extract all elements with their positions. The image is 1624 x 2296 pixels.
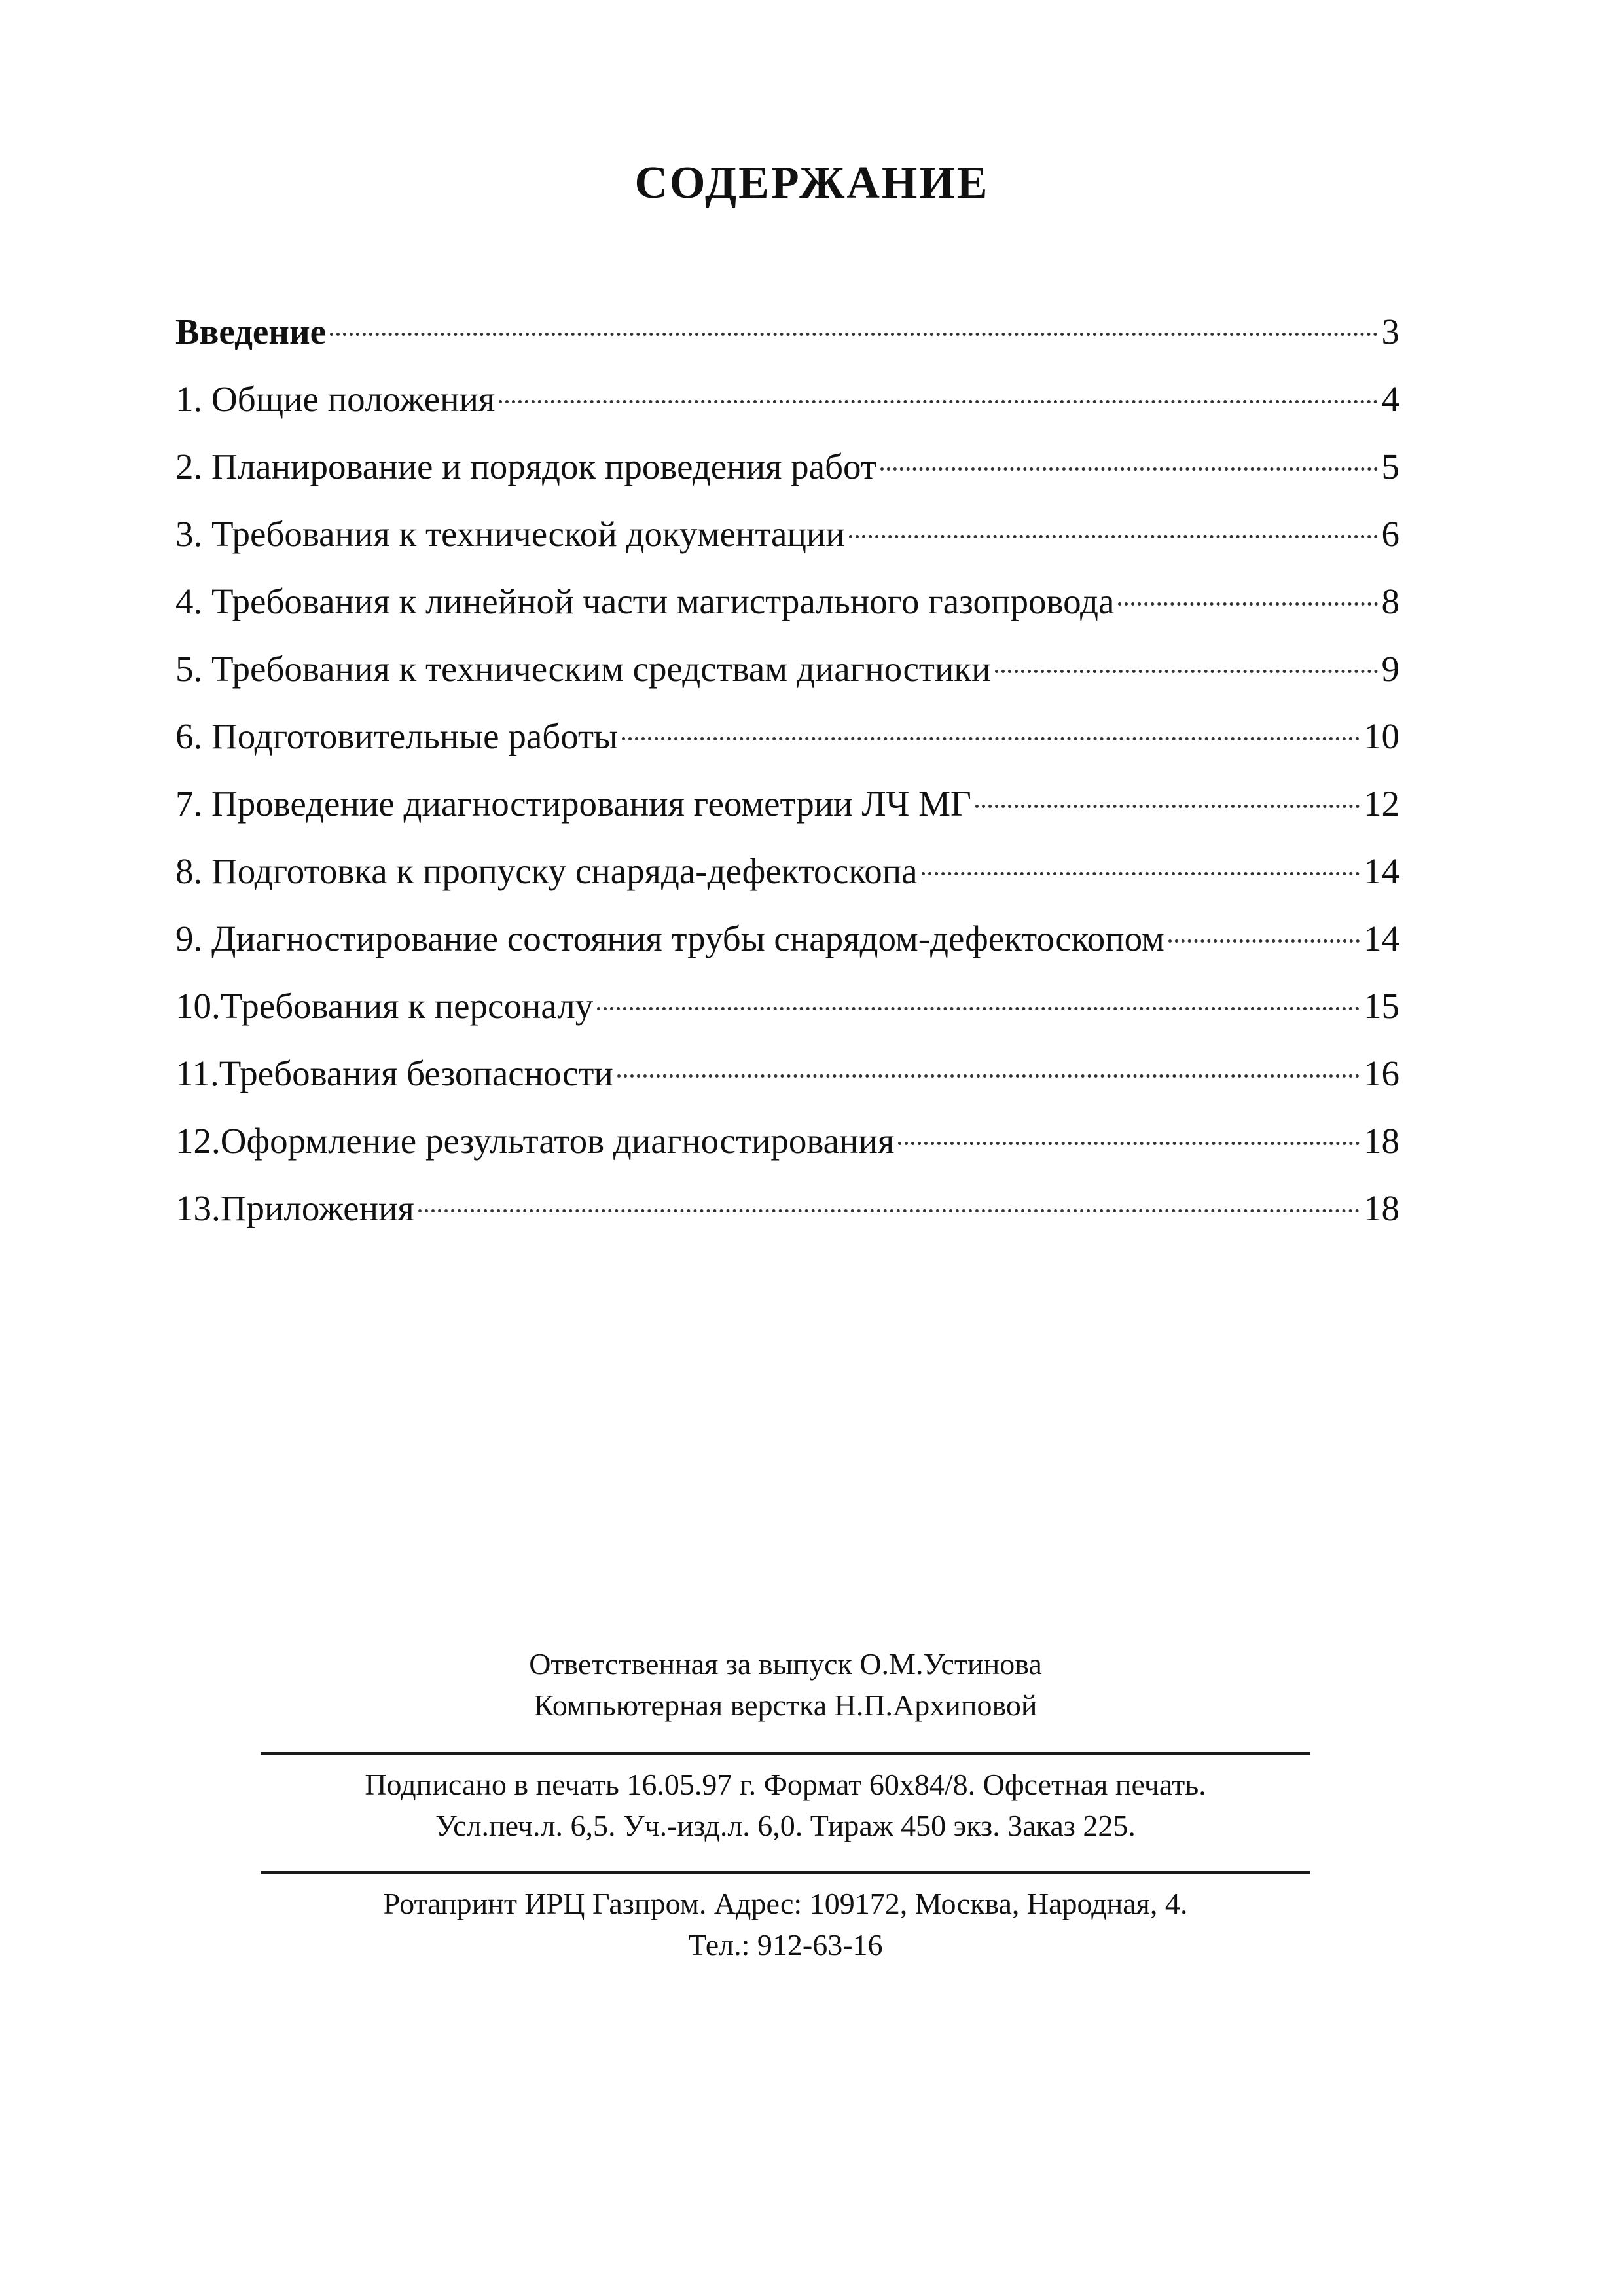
- toc-entry-label: 6. Подготовительные работы: [175, 716, 618, 756]
- imprint-block: [261, 1643, 1310, 1965]
- toc-entry-label: 12.Оформление результатов диагностирования: [175, 1121, 895, 1161]
- toc-entry-page: 4: [1381, 379, 1399, 419]
- toc-entry-label: 5. Требования к техническим средствам диагностики: [175, 649, 991, 689]
- toc-entry-page: 8: [1381, 581, 1399, 621]
- page-title: СОДЕРЖАНИЕ: [634, 158, 990, 208]
- toc-dot-leader: [499, 400, 1377, 403]
- toc-entry-page: 18: [1363, 1188, 1399, 1228]
- toc-entry-10[interactable]: [175, 972, 1399, 1040]
- toc-entry-page: 5: [1381, 446, 1399, 486]
- toc-entry-label: 4. Требования к линейной части магистрального газопровода: [175, 581, 1115, 621]
- imprint-printer: Ротапринт ИРЦ Газпром. Адрес: 109172, Москва, Народная, 4.: [383, 1887, 1188, 1920]
- toc-dot-leader: [330, 333, 1377, 336]
- imprint-print-line-1: Подписано в печать 16.05.97 г. Формат 60x84/8. Офсетная печать.: [365, 1768, 1206, 1801]
- toc-dot-leader: [849, 535, 1378, 538]
- toc-entry-5[interactable]: [175, 635, 1399, 702]
- toc-entry-label: 8. Подготовка к пропуску снаряда-дефектоскопа: [175, 851, 918, 891]
- toc-dot-leader: [1118, 602, 1377, 606]
- imprint-phone: Тел.: 912-63-16: [688, 1928, 883, 1961]
- toc-dot-leader: [922, 872, 1360, 875]
- toc-entry-page: 18: [1363, 1121, 1399, 1161]
- toc-entry-9[interactable]: [175, 905, 1399, 972]
- toc-entry-4[interactable]: [175, 568, 1399, 635]
- toc-entry-label: Введение: [175, 312, 327, 352]
- toc-dot-leader: [995, 670, 1378, 673]
- toc-entry-page: 12: [1363, 784, 1399, 824]
- toc-entry-introduction[interactable]: [175, 298, 1399, 365]
- toc-dot-leader: [622, 737, 1360, 740]
- divider: [261, 1752, 1310, 1755]
- toc-entry-page: 10: [1363, 716, 1399, 756]
- toc-dot-leader: [1168, 939, 1360, 943]
- toc-entry-11[interactable]: [175, 1040, 1399, 1107]
- toc-entry-6[interactable]: [175, 702, 1399, 770]
- toc-dot-leader: [975, 805, 1360, 808]
- toc-entry-label: 11.Требования безопасности: [175, 1053, 613, 1093]
- table-of-contents: [175, 298, 1399, 1242]
- toc-entry-label: 3. Требования к технической документации: [175, 514, 845, 554]
- toc-entry-7[interactable]: [175, 770, 1399, 837]
- toc-entry-page: 16: [1363, 1053, 1399, 1093]
- toc-dot-leader: [898, 1142, 1360, 1145]
- toc-entry-label: 1. Общие положения: [175, 379, 496, 419]
- toc-entry-page: 9: [1381, 649, 1399, 689]
- toc-dot-leader: [597, 1007, 1360, 1010]
- toc-entry-label: 10.Требования к персоналу: [175, 986, 594, 1026]
- toc-entry-12[interactable]: [175, 1107, 1399, 1175]
- toc-entry-1[interactable]: [175, 365, 1399, 433]
- toc-entry-label: 9. Диагностирование состояния трубы снарядом-дефектоскопом: [175, 919, 1164, 958]
- toc-dot-leader: [617, 1074, 1360, 1078]
- toc-entry-page: 6: [1381, 514, 1399, 554]
- toc-entry-8[interactable]: [175, 837, 1399, 905]
- imprint-layout: Компьютерная верстка Н.П.Архиповой: [533, 1688, 1038, 1722]
- toc-entry-label: 2. Планирование и порядок проведения работ: [175, 446, 876, 486]
- toc-entry-page: 3: [1381, 312, 1399, 352]
- toc-entry-2[interactable]: [175, 433, 1399, 500]
- imprint-print-line-2: Усл.печ.л. 6,5. Уч.-изд.л. 6,0. Тираж 450 экз. Заказ 225.: [435, 1809, 1136, 1842]
- toc-entry-3[interactable]: [175, 500, 1399, 568]
- toc-entry-13[interactable]: [175, 1175, 1399, 1242]
- toc-dot-leader: [418, 1209, 1360, 1212]
- toc-entry-label: 7. Проведение диагностирования геометрии ЛЧ МГ: [175, 784, 971, 824]
- toc-entry-page: 14: [1363, 919, 1399, 958]
- toc-entry-page: 15: [1363, 986, 1399, 1026]
- toc-dot-leader: [880, 467, 1378, 471]
- imprint-responsible: Ответственная за выпуск О.М.Устинова: [529, 1647, 1042, 1681]
- toc-entry-label: 13.Приложения: [175, 1188, 414, 1228]
- toc-entry-page: 14: [1363, 851, 1399, 891]
- divider: [261, 1871, 1310, 1874]
